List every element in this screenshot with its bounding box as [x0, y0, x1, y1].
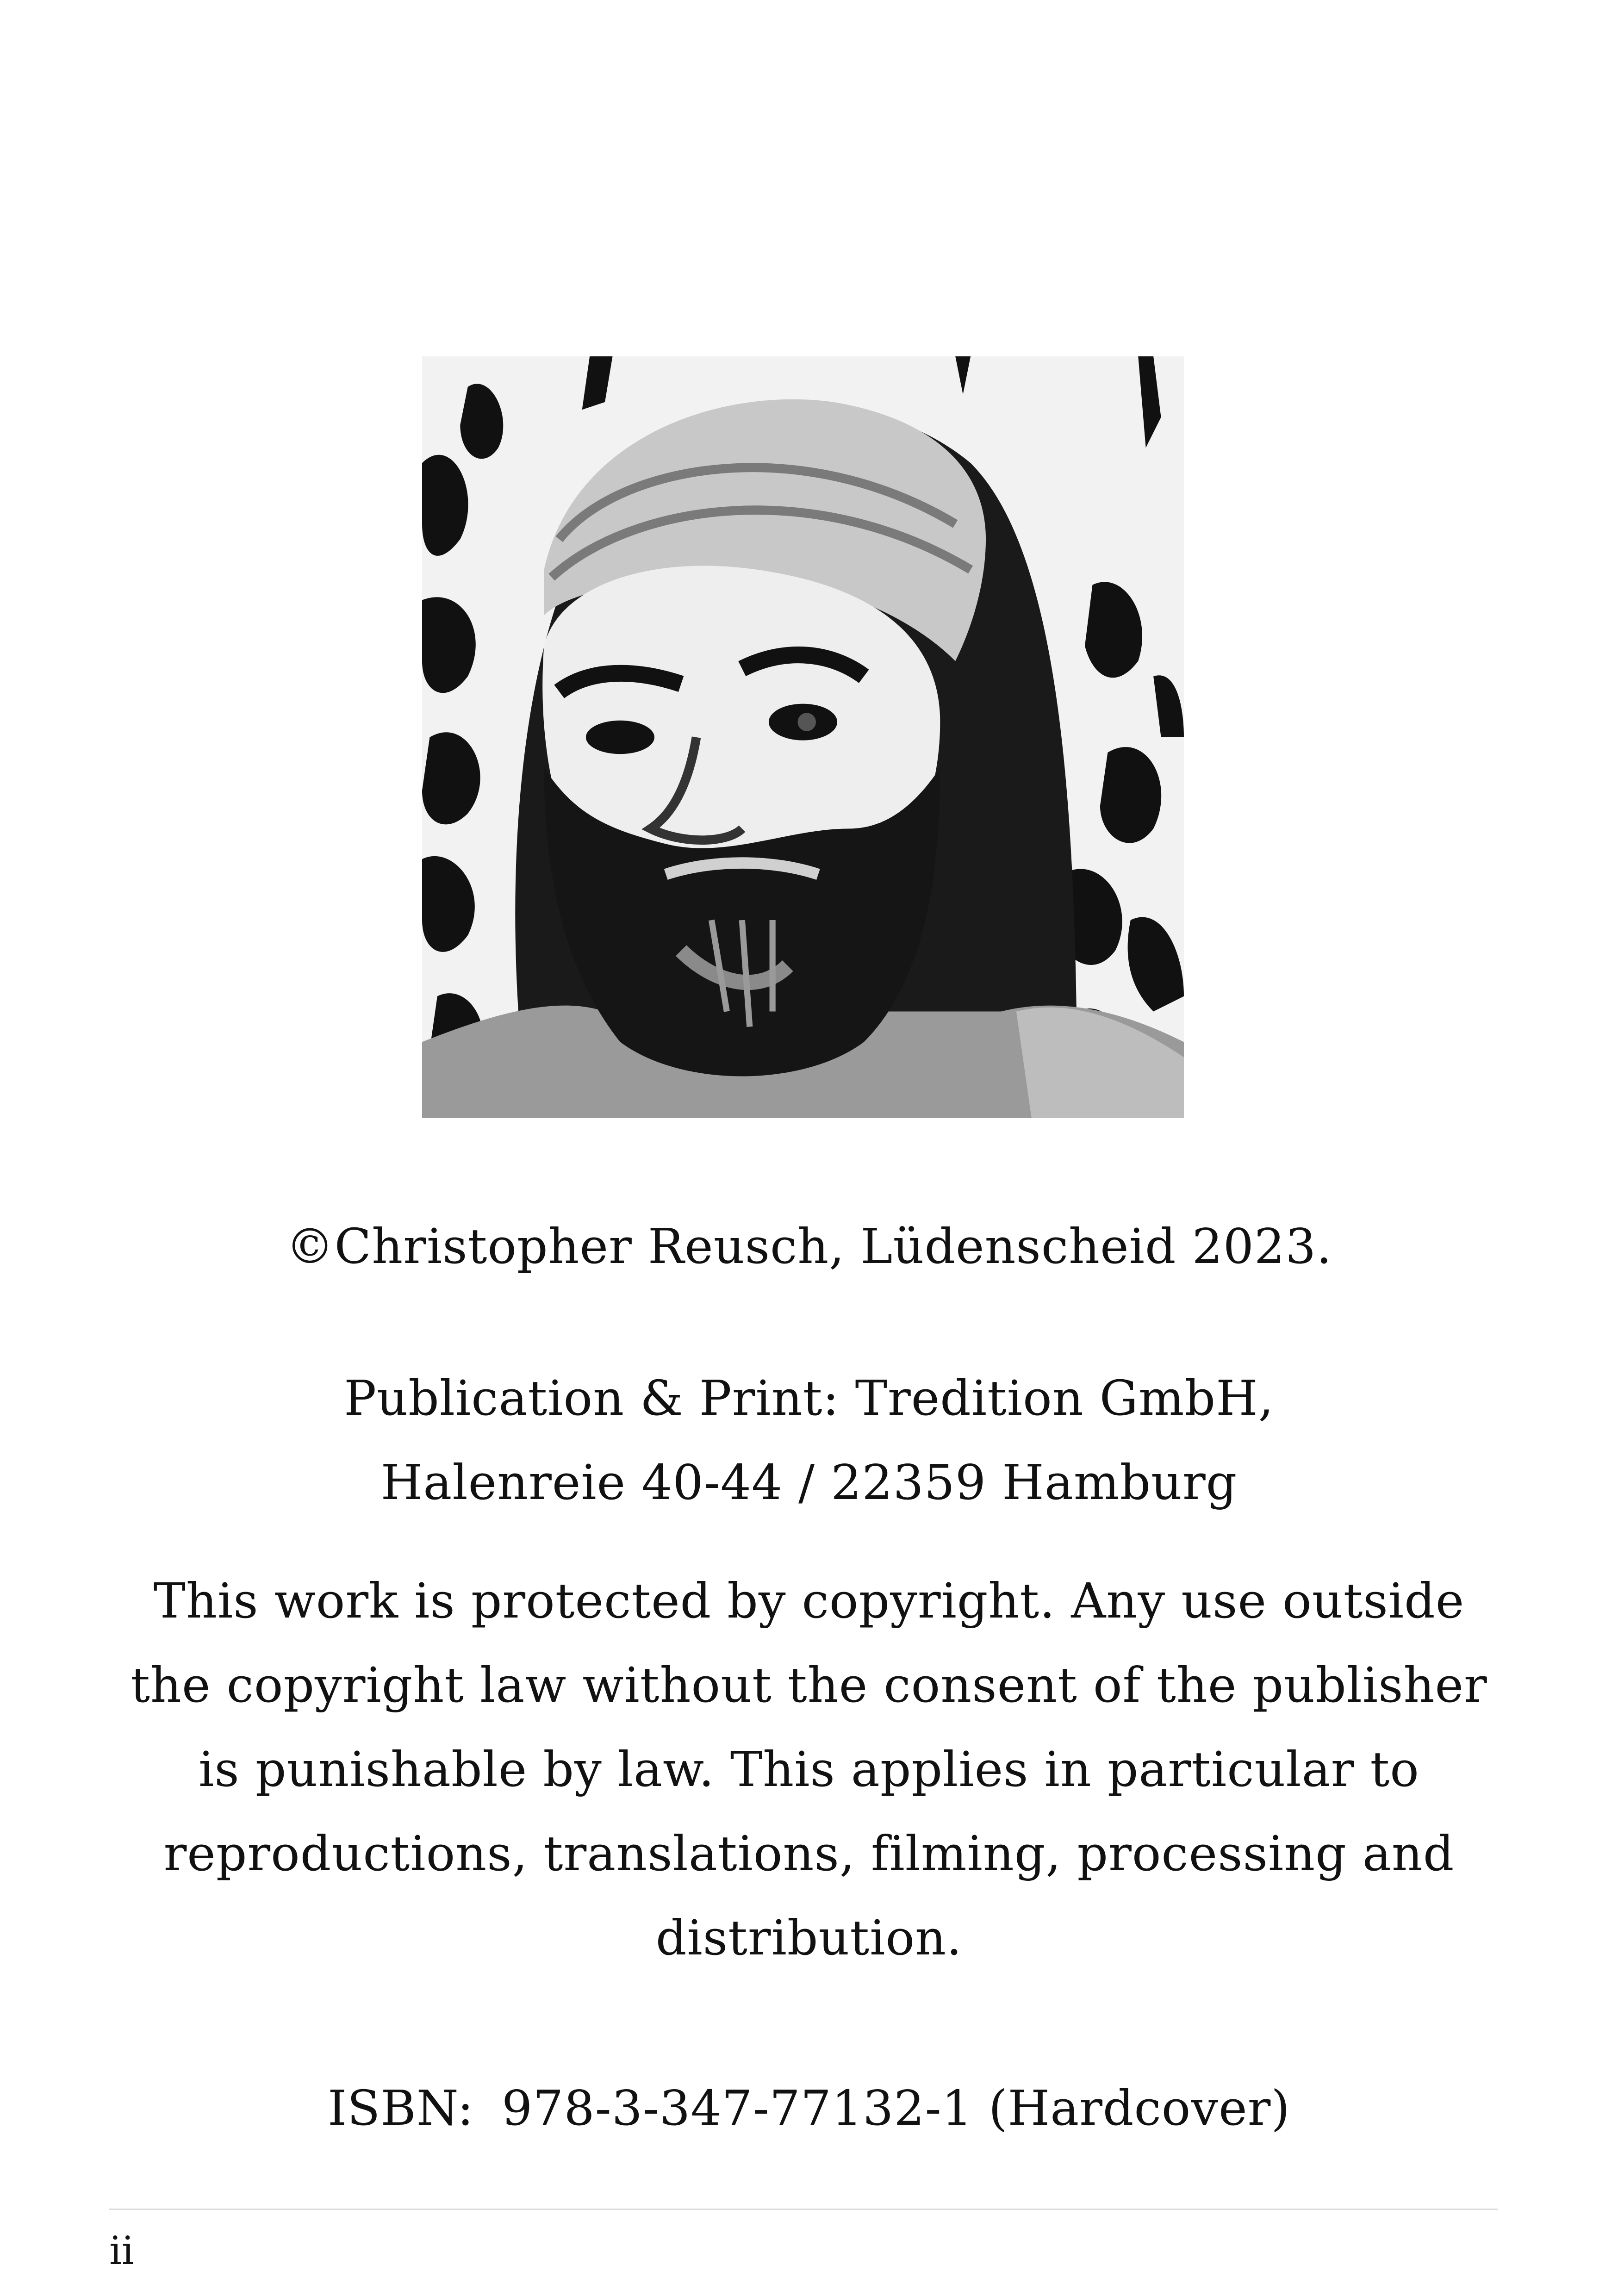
author-portrait-image [422, 356, 1184, 1118]
copyright-notice [106, 1204, 1512, 1288]
statement-line: is punishable by law. This applies in particular to [199, 1741, 1419, 1798]
copyright-statement [106, 1559, 1512, 1980]
isbn-label: ISBN: [328, 2080, 474, 2136]
statement-line: the copyright law without the consent of the publisher [131, 1657, 1487, 1713]
statement-line: This work is protected by copyright. Any use outside [153, 1573, 1465, 1629]
isbn-value: 978-3-347-77132-1 (Hardcover) [502, 2080, 1290, 2136]
isbn-line [106, 2066, 1512, 2150]
page-number: ii [109, 2228, 134, 2273]
statement-line: reproductions, translations, filming, processing and [163, 1825, 1455, 1882]
copyright-line: ©Christopher Reusch, Lüdenscheid 2023. [286, 1218, 1332, 1275]
publisher-address: Halenreie 40-44 / 22359 Hamburg [380, 1454, 1238, 1511]
author-photo [422, 356, 1184, 1118]
publisher-line: Publication & Print: Tredition GmbH, [344, 1370, 1274, 1426]
footer-divider [109, 2209, 1498, 2210]
publisher-info [106, 1356, 1512, 1524]
statement-line: distribution. [655, 1910, 963, 1966]
